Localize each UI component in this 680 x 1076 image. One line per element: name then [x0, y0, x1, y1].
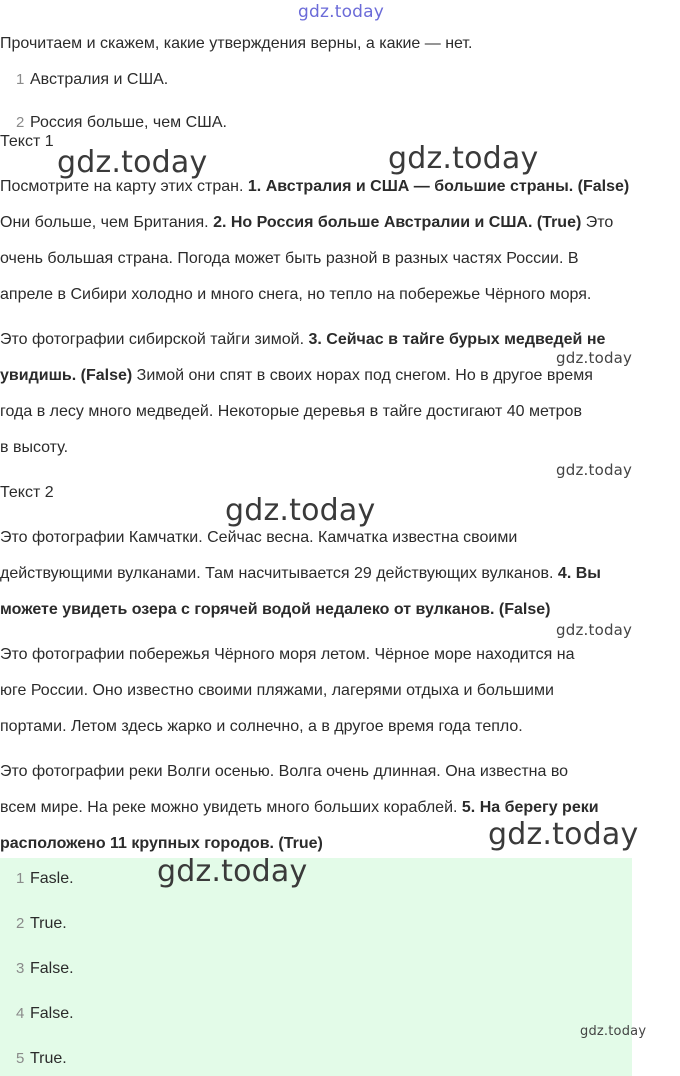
text1-line: года в лесу много медведей. Некоторые деревья в тайге достигают 40 метров	[0, 403, 582, 420]
answer-item	[0, 1049, 67, 1069]
statement-4: 4. Вы	[557, 565, 601, 582]
text2-line: юге России. Оно известно своими пляжами, лагерями отдыха и большими	[0, 682, 554, 699]
text1-line	[0, 366, 593, 386]
list-item-text: Австралия и США.	[30, 71, 169, 88]
top-list-item-clipped	[0, 113, 300, 129]
text2-line: Это фотографии Камчатки. Сейчас весна. Камчатка известна своими	[0, 529, 518, 546]
watermark: gdz.today	[556, 621, 633, 639]
answer-item	[0, 869, 74, 889]
answer-item	[0, 959, 74, 979]
answer-number: 1	[16, 870, 25, 887]
answer-text: False.	[30, 1005, 74, 1022]
answer-number: 3	[16, 960, 25, 977]
answer-text: False.	[30, 960, 74, 977]
watermark: gdz.today	[225, 493, 376, 528]
text-span: Посмотрите на карту этих стран.	[0, 178, 248, 195]
text1-line: очень большая страна. Погода может быть разной в разных частях России. В	[0, 250, 579, 267]
answer-item	[0, 914, 67, 934]
watermark: gdz.today	[57, 145, 208, 180]
text2-line	[0, 798, 599, 818]
answer-number: 2	[16, 915, 25, 932]
text2-line	[0, 564, 601, 584]
watermark-top: gdz.today	[298, 2, 385, 22]
text2-heading: Текст 2	[0, 484, 54, 501]
watermark: gdz.today	[388, 141, 539, 176]
text-span: действующими вулканами. Там насчитывается 29 действующих вулканов.	[0, 565, 558, 582]
text1-line	[0, 177, 629, 197]
intro-text: Прочитаем и скажем, какие утверждения верны, а какие — нет.	[0, 35, 473, 52]
watermark: gdz.today	[580, 1024, 647, 1039]
text-span: Они больше, чем Британия.	[0, 214, 214, 231]
text2-line: расположено 11 крупных городов. (True)	[0, 835, 323, 852]
text1-line: апреле в Сибири холодно и много снега, но тепло на побережье Чёрного моря.	[0, 286, 592, 303]
watermark: gdz.today	[488, 817, 639, 852]
list-number: 2	[16, 114, 25, 129]
answer-text: Fasle.	[30, 870, 74, 887]
text-span: Зимой они спят в своих норах под снегом. Но в другое время	[132, 367, 593, 384]
text-span: Это фотографии сибирской тайги зимой.	[0, 331, 309, 348]
text2-line: портами. Летом здесь жарко и солнечно, а в другое время года тепло.	[0, 718, 523, 735]
watermark: gdz.today	[556, 461, 633, 479]
list-item-text: Россия больше, чем США.	[30, 114, 227, 129]
list-number: 1	[16, 71, 25, 88]
statement-5: 5. На берегу реки	[461, 799, 599, 816]
text2-line: Это фотографии побережья Чёрного моря летом. Чёрное море находится на	[0, 646, 575, 663]
text1-line: в высоту.	[0, 439, 69, 456]
text1-line	[0, 213, 613, 233]
text2-line: Это фотографии реки Волги осенью. Волга очень длинная. Она известна во	[0, 763, 569, 780]
watermark: gdz.today	[556, 349, 633, 367]
top-list-item	[0, 70, 168, 90]
text-span: Это	[581, 214, 614, 231]
answer-text: True.	[30, 1050, 67, 1067]
answer-item	[0, 1004, 74, 1024]
statement-3-end: увидишь. (False)	[0, 367, 133, 384]
answer-number: 4	[16, 1005, 25, 1022]
answer-number: 5	[16, 1050, 25, 1067]
watermark: gdz.today	[157, 854, 308, 889]
text1-line	[0, 330, 605, 350]
answer-text: True.	[30, 915, 67, 932]
text1-heading: Текст 1	[0, 133, 54, 150]
statement-2: 2. Но Россия больше Австралии и США. (True)	[213, 214, 582, 231]
text-span: всем мире. На реке можно увидеть много больших кораблей.	[0, 799, 462, 816]
statement-1: 1. Австралия и США — большие страны. (False)	[247, 178, 630, 195]
answers-panel	[0, 858, 632, 1076]
statement-3: 3. Сейчас в тайге бурых медведей не	[308, 331, 606, 348]
text2-line: можете увидеть озера с горячей водой недалеко от вулканов. (False)	[0, 601, 551, 618]
